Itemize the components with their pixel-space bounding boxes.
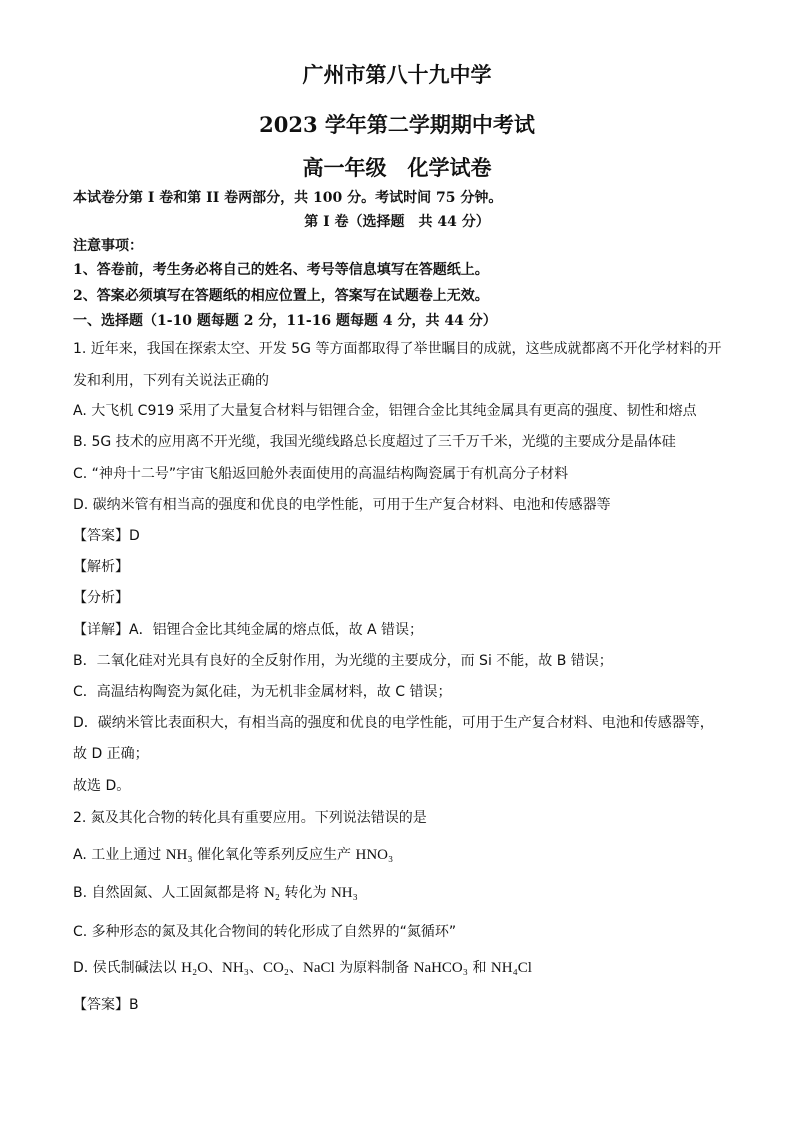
question-1-option-b: B. 5G 技术的应用离不开光缆，我国光缆线路总长度超过了三千万千米，光缆的主要成分是晶体硅 (73, 434, 676, 450)
paper-subject-title: 高一年级 化学试卷 (302, 155, 492, 180)
chemical-formula: NH₃ (222, 960, 249, 976)
question-1-stem: 发和利用，下列有关说法正确的 (73, 373, 269, 389)
question-2-option-d (73, 958, 532, 978)
question-2-stem: 2. 氮及其化合物的转化具有重要应用。下列说法错误的是 (73, 810, 427, 826)
part-1-title: 第 I 卷（选择题 共 44 分） (304, 214, 490, 230)
chemical-formula: NaHCO₃ (413, 960, 468, 976)
question-1-detail (73, 620, 423, 640)
section-1-title: 一、选择题（1-10 题每题 2 分，11-16 题每题 4 分，共 44 分） (73, 313, 497, 329)
notice-item: 1、答卷前，考生务必将自己的姓名、考号等信息填写在答题纸上。 (73, 262, 489, 278)
answer-label: 【答案】 (73, 528, 129, 544)
option-text: D. 侯氏制碱法以 (73, 960, 182, 976)
chemical-formula: NH₃ (330, 885, 358, 901)
option-text: C. 多种形态的氮及其化合物间的转化形成了自然界的“氮循环” (73, 924, 457, 940)
question-1-detail: B．二氧化硅对光具有良好的全反射作用，为光缆的主要成分，而 Si 不能，故 B 错误； (73, 653, 613, 669)
question-1-stem: 1. 近年来，我国在探索太空、开发 5G 等方面都取得了举世瞩目的成就，这些成就都离不开化学材料的开 (73, 341, 722, 357)
question-1-detail: 故 D 正确； (73, 746, 149, 762)
answer-value: B (129, 997, 139, 1013)
school-title: 广州市第八十九中学 (302, 62, 492, 87)
notice-title: 注意事项： (73, 238, 143, 254)
question-1-conclusion: 故选 D。 (73, 778, 131, 794)
chemical-formula: CO₂ (262, 960, 290, 976)
option-text: A. 工业上通过 (73, 847, 166, 863)
option-text: 、 (248, 960, 263, 976)
question-1-fenxi-label: 【分析】 (73, 590, 129, 606)
question-2-option-b (73, 883, 358, 903)
chemical-formula: NH₄Cl (490, 960, 532, 976)
question-1-option-d: D. 碳纳米管有相当高的强度和优良的电学性能，可用于生产复合材料、电池和传感器等 (73, 497, 611, 513)
chemical-formula: NH₃ (165, 847, 193, 863)
option-text: 催化氧化等系列反应生产 (192, 847, 356, 863)
chemical-formula: NaCl (303, 960, 335, 976)
chemical-formula: HNO₃ (355, 847, 394, 863)
question-1-detail: D．碳纳米管比表面积大，有相当高的强度和优良的电学性能，可用于生产复合材料、电池和传感器等， (73, 715, 714, 731)
question-2-option-c (73, 922, 456, 942)
detail-label: 【详解】 (73, 622, 129, 638)
question-2-answer (73, 995, 139, 1015)
question-1-answer (73, 526, 140, 546)
answer-value: D (129, 528, 140, 544)
option-text: 为原料制备 (334, 960, 414, 976)
chemical-formula: N₂ (263, 885, 281, 901)
question-1-option-a: A. 大飞机 C919 采用了大量复合材料与铝锂合金，铝锂合金比其纯金属具有更高的强度、韧性和熔点 (73, 403, 697, 419)
question-2-option-a (73, 845, 393, 865)
question-1-detail: C．高温结构陶瓷为氮化硅，为无机非金属材料，故 C 错误； (73, 684, 452, 700)
option-text: 转化为 (280, 885, 331, 901)
option-text: 、 (289, 960, 304, 976)
option-text: 、 (208, 960, 223, 976)
chemical-formula: H₂O (181, 960, 209, 976)
answer-label: 【答案】 (73, 997, 129, 1013)
option-text: 和 (468, 960, 491, 976)
detail-text: A．铝锂合金比其纯金属的熔点低，故 A 错误； (129, 622, 424, 638)
notice-item: 2、答案必须填写在答题纸的相应位置上，答案写在试题卷上无效。 (73, 288, 489, 304)
question-1-option-c: C. “神舟十二号”宇宙飞船返回舱外表面使用的高温结构陶瓷属于有机高分子材料 (73, 466, 569, 482)
paper-intro: 本试卷分第 I 卷和第 II 卷两部分，共 100 分。考试时间 75 分钟。 (73, 190, 503, 206)
question-1-analysis-label: 【解析】 (73, 559, 129, 575)
option-text: B. 自然固氮、人工固氮都是将 (73, 885, 264, 901)
exam-term-title: 2023 学年第二学期期中考试 (259, 112, 535, 137)
